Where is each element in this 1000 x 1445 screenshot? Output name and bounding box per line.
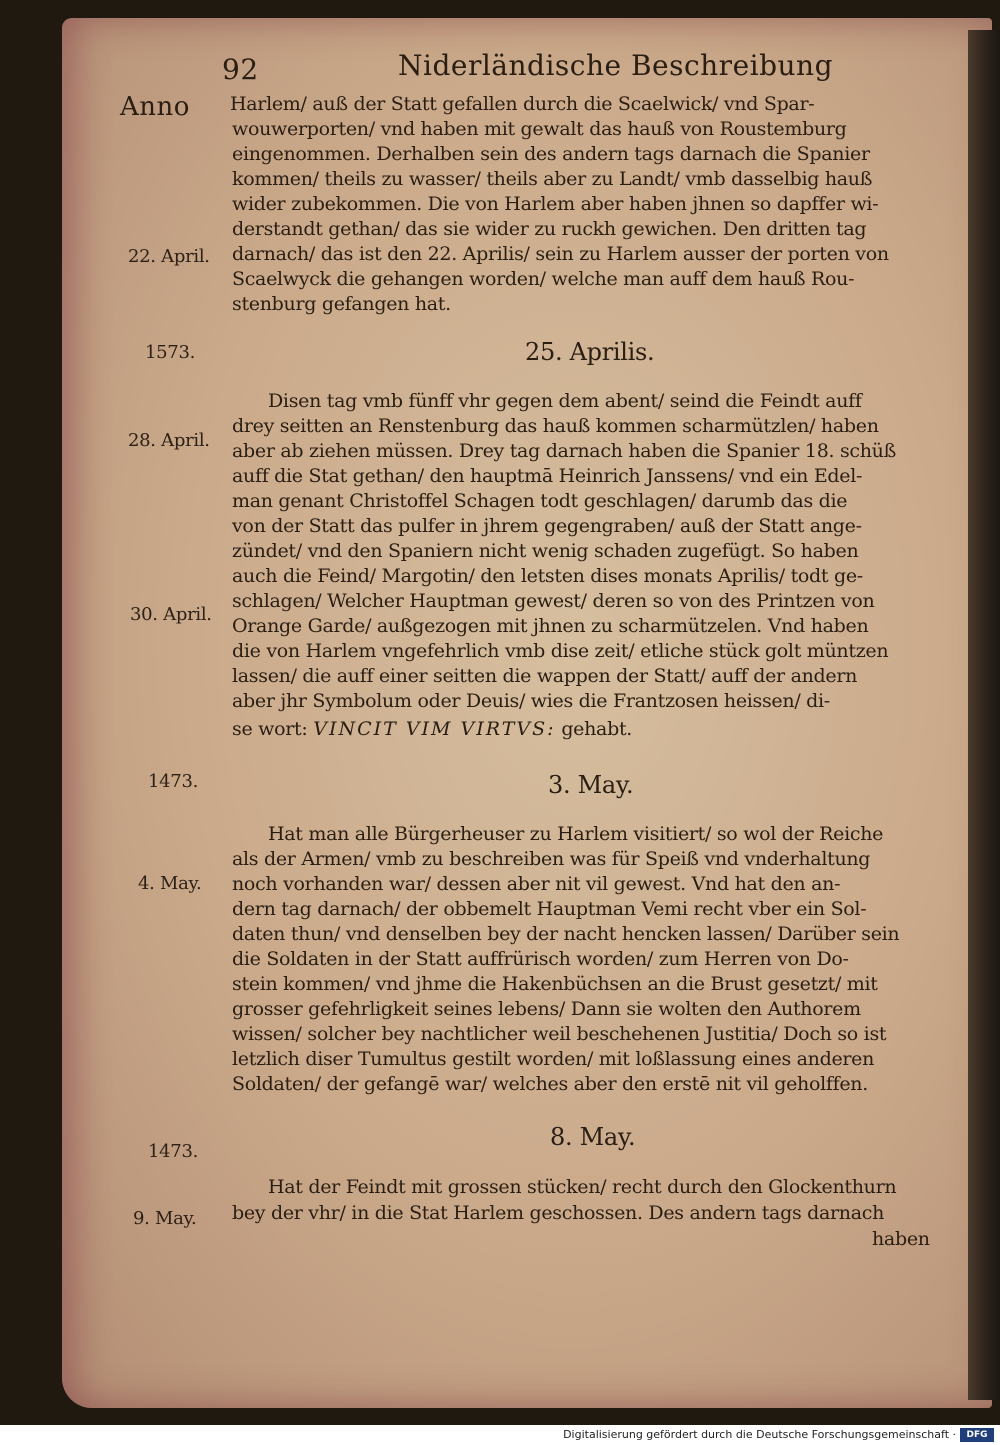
motto-latin: VINCIT VIM VIRTVS:: [313, 718, 556, 740]
text-line: wouwerporten/ vnd haben mit gewalt das hauß von Roustemburg: [232, 118, 847, 140]
margin-date: 4. May.: [138, 873, 202, 894]
margin-date: 9. May.: [133, 1208, 197, 1229]
page-number: 92: [222, 53, 259, 86]
text-line: drey seitten an Renstenburg das hauß kommen scharmützlen/ haben: [232, 415, 879, 437]
text-line: Scaelwyck die gehangen worden/ welche man auff dem hauß Rou-: [232, 268, 855, 290]
text-line: derstandt gethan/ das sie wider zu ruckh gewichen. Den dritten tag: [232, 218, 867, 240]
dfg-logo: DFG: [960, 1428, 994, 1442]
text-line: [232, 720, 632, 739]
text-line: dern tag darnach/ der obbemelt Hauptman Vemi recht vber ein Sol-: [232, 898, 867, 920]
section-heading: 3. May.: [548, 771, 634, 799]
text-line: Soldaten/ der gefangē war/ welches aber den erstē nit vil geholffen.: [232, 1073, 868, 1095]
margin-year: 1473.: [148, 1141, 199, 1162]
margin-year: 1473.: [148, 771, 199, 792]
text-line: auch die Feind/ Margotin/ den letsten dises monats Aprilis/ todt ge-: [232, 565, 863, 587]
text-line: schlagen/ Welcher Hauptman gewest/ deren so von des Printzen von: [232, 590, 875, 612]
text-line: auff die Stat gethan/ den hauptmā Heinrich Janssens/ vnd ein Edel-: [232, 465, 863, 487]
text-line: aber ab ziehen müssen. Drey tag darnach haben die Spanier 18. schüß: [232, 440, 897, 462]
text-line: Harlem/ auß der Statt gefallen durch die Scaelwick/ vnd Spar-: [230, 93, 815, 115]
text-line: darnach/ das ist den 22. Aprilis/ sein zu Harlem ausser der porten von: [232, 243, 889, 265]
text-line: grosser gefehrligkeit seines lebens/ Dann sie wolten den Authorem: [232, 998, 861, 1020]
text-line: bey der vhr/ in die Stat Harlem geschossen. Des andern tags darnach: [232, 1202, 885, 1224]
text-line: noch vorhanden war/ dessen aber nit vil gewest. Vnd hat den an-: [232, 873, 841, 895]
section-heading: 8. May.: [550, 1123, 636, 1151]
text-line: wider zubekommen. Die von Harlem aber haben jhnen so dapffer wi-: [232, 193, 879, 215]
text-line: stein kommen/ vnd jhme die Hakenbüchsen an die Brust gesetzt/ mit: [232, 973, 878, 995]
text-line: stenburg gefangen hat.: [232, 293, 451, 315]
text-line: aber jhr Symbolum oder Deuis/ wies die Frantzosen heissen/ di-: [232, 690, 830, 712]
text-line: letzlich diser Tumultus gestilt worden/ mit loßlassung eines anderen: [232, 1048, 875, 1070]
text-line: daten thun/ vnd denselben bey der nacht hencken lassen/ Darüber sein: [232, 923, 900, 945]
text-line: als der Armen/ vmb zu beschreiben was für Speiß vnd vnderhaltung: [232, 848, 871, 870]
text-line: Orange Garde/ außgezogen mit jhnen zu scharmützelen. Vnd haben: [232, 615, 869, 637]
margin-date: 22. April.: [128, 246, 210, 267]
footer-bar: [0, 1425, 1000, 1445]
section-heading: 25. Aprilis.: [525, 338, 655, 366]
text-line: eingenommen. Derhalben sein des andern tags darnach die Spanier: [232, 143, 870, 165]
catchword: haben: [872, 1228, 930, 1250]
running-title: Niderländische Beschreibung: [398, 49, 834, 82]
margin-year: 1573.: [145, 342, 196, 363]
text-line: Disen tag vmb fünff vhr gegen dem abent/ seind die Feindt auff: [268, 390, 862, 412]
footer-credit: Digitalisierung gefördert durch die Deutsche Forschungsgemeinschaft ·: [563, 1428, 956, 1441]
text-line: wissen/ solcher bey nachtlicher weil beschehenen Justitia/ Doch so ist: [232, 1023, 887, 1045]
text-line: zündet/ vnd den Spaniern nicht wenig schaden zugefügt. So haben: [232, 540, 859, 562]
margin-date: 30. April.: [130, 604, 212, 625]
book-binding: [968, 30, 1000, 1400]
motto-end: gehabt.: [561, 718, 633, 740]
motto-intro: se wort:: [232, 718, 308, 740]
text-line: die von Harlem vngefehrlich vmb dise zeit/ etliche stück golt müntzen: [232, 640, 889, 662]
text-line: Hat man alle Bürgerheuser zu Harlem visitiert/ so wol der Reiche: [268, 823, 884, 845]
text-line: von der Statt das pulfer in jhrem gegengraben/ auß der Statt ange-: [232, 515, 862, 537]
margin-date: 28. April.: [128, 430, 210, 451]
text-line: die Soldaten in der Statt auffrürisch worden/ zum Herren von Do-: [232, 948, 849, 970]
text-line: lassen/ die auff einer seitten die wappen der Statt/ auff der andern: [232, 665, 858, 687]
text-line: Hat der Feindt mit grossen stücken/ recht durch den Glockenthurn: [268, 1176, 897, 1198]
text-line: man genant Christoffel Schagen todt geschlagen/ darumb das die: [232, 490, 848, 512]
text-line: kommen/ theils zu wasser/ theils aber zu Landt/ vmb dasselbig hauß: [232, 168, 873, 190]
anno-marginal: Anno: [120, 92, 190, 122]
